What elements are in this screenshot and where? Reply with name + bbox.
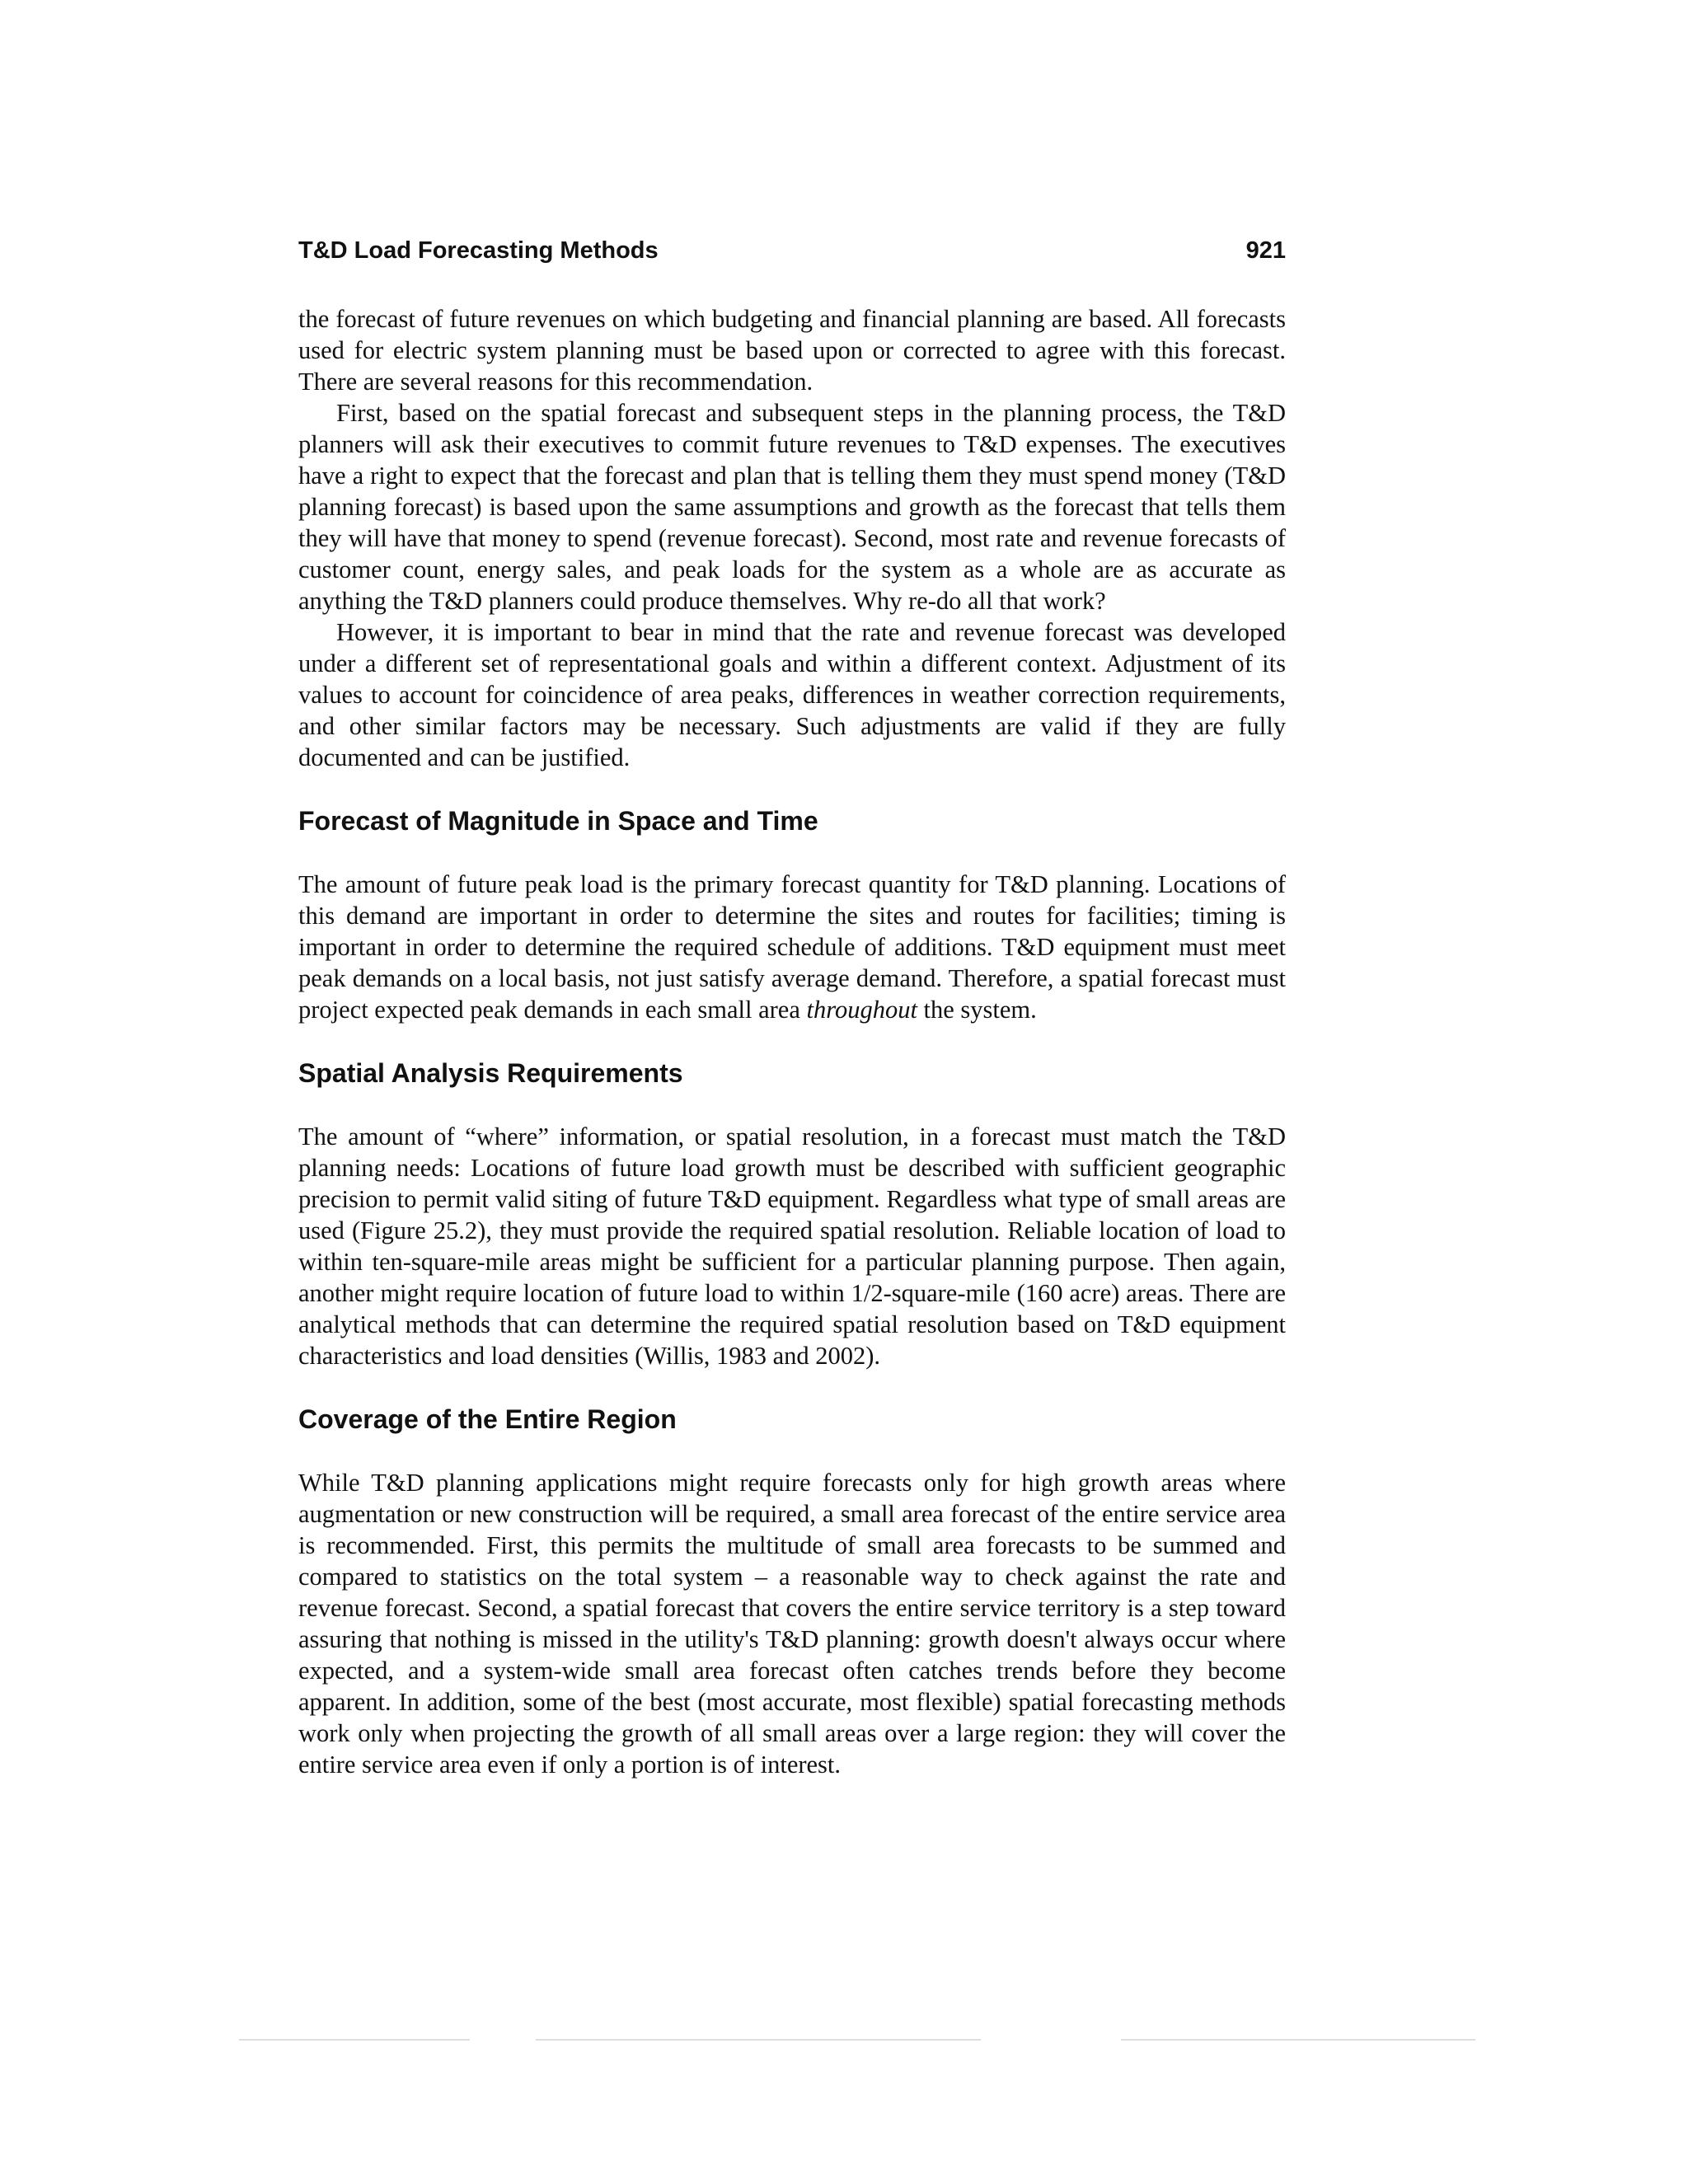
paragraph-magnitude: [298, 869, 1286, 1025]
paragraph-however: However, it is important to bear in mind that the rate and revenue forecast was developed under a different set of representational goals and within a different context. Adjustment of its values to account for coincidence of area peaks, differences in weather correction requirements, and other similar factors may be necessary. Such adjustments are valid if they are fully documented and can be justified.: [298, 618, 1286, 771]
paragraph-spatial: The amount of “where” information, or spatial resolution, in a forecast must match the T&D planning needs: Locations of future load growth must be described with sufficient geographic precision to permit valid siting of future T&D equipment. Regardless what type of small areas are used (Figure 25.2), they must provide the required spatial resolution. Reliable location of load to within ten-square-mile areas might be sufficient for a particular planning purpose. Then again, another might require location of future load to within 1/2-square-mile (160 acre) areas. There are analytical methods that can determine the required spatial resolution based on T&D equipment characteristics and load densities (Willis, 1983 and 2002).: [298, 1122, 1286, 1370]
scan-edge-right: [1121, 2039, 1475, 2041]
section-heading-spatial: Spatial Analysis Requirements: [298, 1058, 683, 1088]
paragraph-first-reason: First, based on the spatial forecast and subsequent steps in the planning process, the T&D planners will ask their executives to commit future revenues to T&D expenses. The executives have a right to expect that the forecast and plan that is telling them they must spend money (T&D planning forecast) is based upon the same assumptions and growth as the forecast that tells them they will have that money to spend (revenue forecast). Second, most rate and revenue forecasts of customer count, energy sales, and peak loads for the system as a whole are as accurate as anything the T&D planners could produce themselves. Why re-do all that work?: [298, 399, 1286, 615]
body-text: [298, 303, 1286, 1780]
section-heading-coverage: Coverage of the Entire Region: [298, 1404, 677, 1434]
book-page: [298, 237, 1286, 1780]
magnitude-text-start: The amount of future peak load is the primary forecast quantity for T&D planning. Locations of this demand are important in order to determine the sites and routes for facilities; timing is important in order to determine the required schedule of additions. T&D equipment must meet peak demands on a local basis, not just satisfy average demand. Therefore, a spatial forecast must project expected peak demands in each small area: [298, 870, 1286, 1024]
page-number: 921: [1245, 237, 1286, 264]
running-header: [298, 237, 1286, 270]
section-heading-magnitude: Forecast of Magnitude in Space and Time: [298, 806, 818, 836]
paragraph-continuation: the forecast of future revenues on which budgeting and financial planning are based. All forecasts used for electric system planning must be based upon or corrected to agree with this forecast. There are several reasons for this recommendation.: [298, 305, 1286, 396]
magnitude-emphasis: throughout: [806, 996, 917, 1024]
scan-edge-left: [239, 2039, 470, 2041]
scan-edge-middle: [536, 2039, 981, 2041]
running-header-title: T&D Load Forecasting Methods: [298, 237, 659, 264]
magnitude-text-end: the system.: [917, 996, 1037, 1024]
paragraph-coverage: While T&D planning applications might require forecasts only for high growth areas where augmentation or new construction will be required, a small area forecast of the entire service area is recommended. First, this permits the multitude of small area forecasts to be summed and compared to statistics on the total system – a reasonable way to check against the rate and revenue forecast. Second, a spatial forecast that covers the entire service territory is a step toward assuring that nothing is missed in the utility's T&D planning: growth doesn't always occur where expected, and a system-wide small area forecast often catches trends before they become apparent. In addition, some of the best (most accurate, most flexible) spatial forecasting methods work only when projecting the growth of all small areas over a large region: they will cover the entire service area even if only a portion is of interest.: [298, 1469, 1286, 1779]
